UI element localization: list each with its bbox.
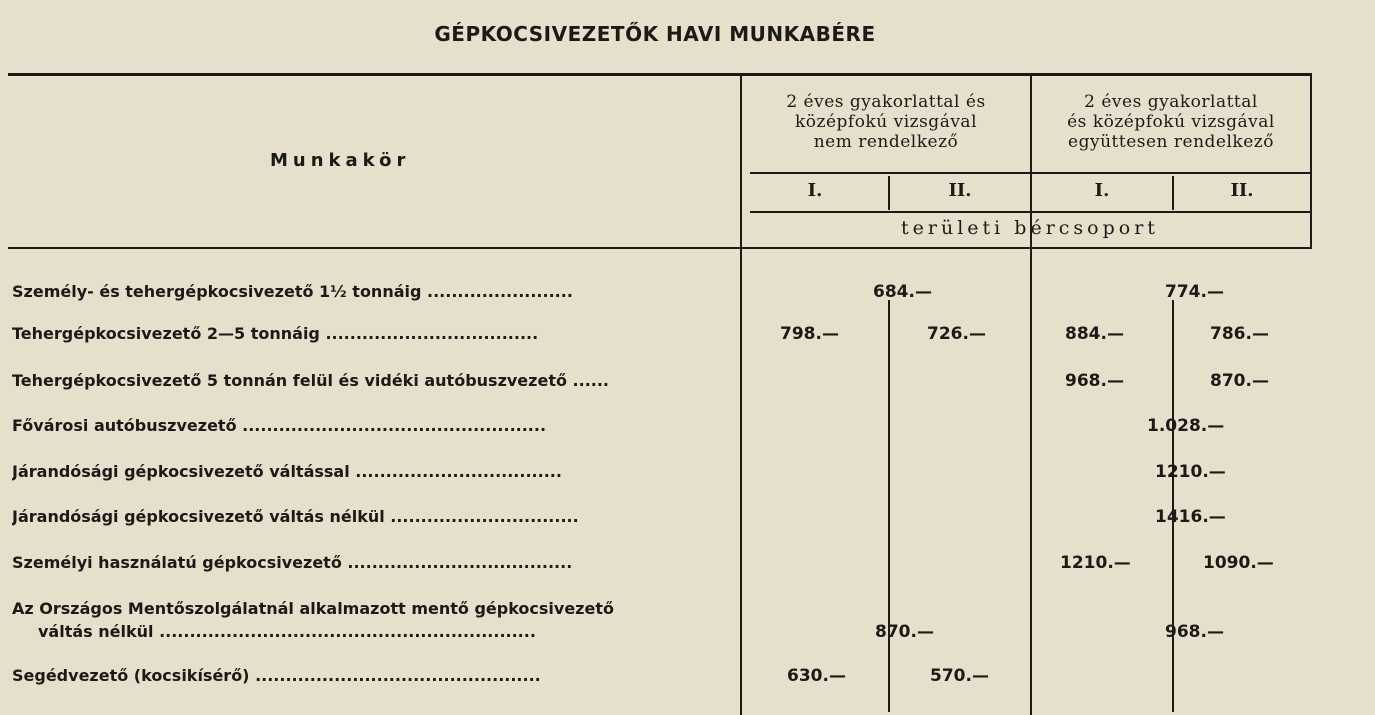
col-b-header [1032, 92, 1310, 152]
row-label: Segédvezető (kocsikísérő) ............................................... [12, 666, 541, 685]
row-label: Járandósági gépkocsivezető váltás nélkül ............................... [12, 507, 579, 526]
col-b-line3: együttesen rendelkező [1068, 132, 1274, 152]
munkakor-header: Munkakör [270, 150, 411, 171]
row-label: Tehergépkocsivezető 2—5 tonnáig ................................... [12, 324, 539, 343]
col-a-header [745, 92, 1027, 152]
right-edge [1310, 75, 1312, 249]
col-a-line1: 2 éves gyakorlattal és [786, 92, 986, 112]
value-b1: 884.— [1065, 324, 1124, 344]
col-a-line2: középfokú vizsgával [794, 112, 978, 132]
row-label: Járandósági gépkocsivezető váltással .................................. [12, 462, 562, 481]
value-b-merged: 968.— [1165, 622, 1224, 642]
b-body-divider [1172, 300, 1174, 712]
value-b-merged: 1210.— [1155, 462, 1226, 482]
value-b2: 786.— [1210, 324, 1269, 344]
value-a2: 570.— [930, 666, 989, 686]
value-a-merged: 870.— [875, 622, 934, 642]
value-a2: 726.— [927, 324, 986, 344]
sub-b-i: I. [1094, 180, 1110, 201]
value-b-merged: 1.028.— [1147, 416, 1225, 436]
value-a1: 798.— [780, 324, 839, 344]
value-b-merged: 1416.— [1155, 507, 1226, 527]
value-b2: 1090.— [1203, 553, 1274, 573]
label-col-divider [740, 75, 742, 715]
value-b-merged: 774.— [1165, 282, 1224, 302]
col-b-line2: és középfokú vizsgával [1067, 112, 1275, 132]
teruleti-bercsoport: területi bércsoport [901, 217, 1159, 239]
a-body-divider [888, 300, 890, 712]
row-label: Személyi használatú gépkocsivezető ..................................... [12, 553, 573, 572]
sub-a-i: I. [807, 180, 823, 201]
group-divider [1030, 75, 1032, 715]
row-label: Személy- és tehergépkocsivezető 1½ tonnáig ........................ [12, 282, 573, 301]
sub-b-ii: II. [1230, 180, 1254, 201]
document-title: GÉPKOCSIVEZETŐK HAVI MUNKABÉRE [434, 22, 876, 46]
col-b-line1: 2 éves gyakorlattal [1084, 92, 1258, 112]
row-label-line2: váltás nélkül .............................................................. [38, 622, 536, 641]
sub-a-ii: II. [948, 180, 972, 201]
value-b2: 870.— [1210, 371, 1269, 391]
header-bottom-rule [8, 247, 1312, 249]
value-a-merged: 684.— [873, 282, 932, 302]
value-b1: 968.— [1065, 371, 1124, 391]
value-a1: 630.— [787, 666, 846, 686]
row-label: Az Országos Mentőszolgálatnál alkalmazott mentő gépkocsivezető [12, 599, 614, 618]
col-a-line3: nem rendelkező [813, 132, 959, 152]
value-b1: 1210.— [1060, 553, 1131, 573]
row-label: Tehergépkocsivezető 5 tonnán felül és vidéki autóbuszvezető ...... [12, 371, 609, 390]
row-label: Fővárosi autóbuszvezető .................................................. [12, 416, 547, 435]
table-top-rule [8, 73, 1312, 76]
